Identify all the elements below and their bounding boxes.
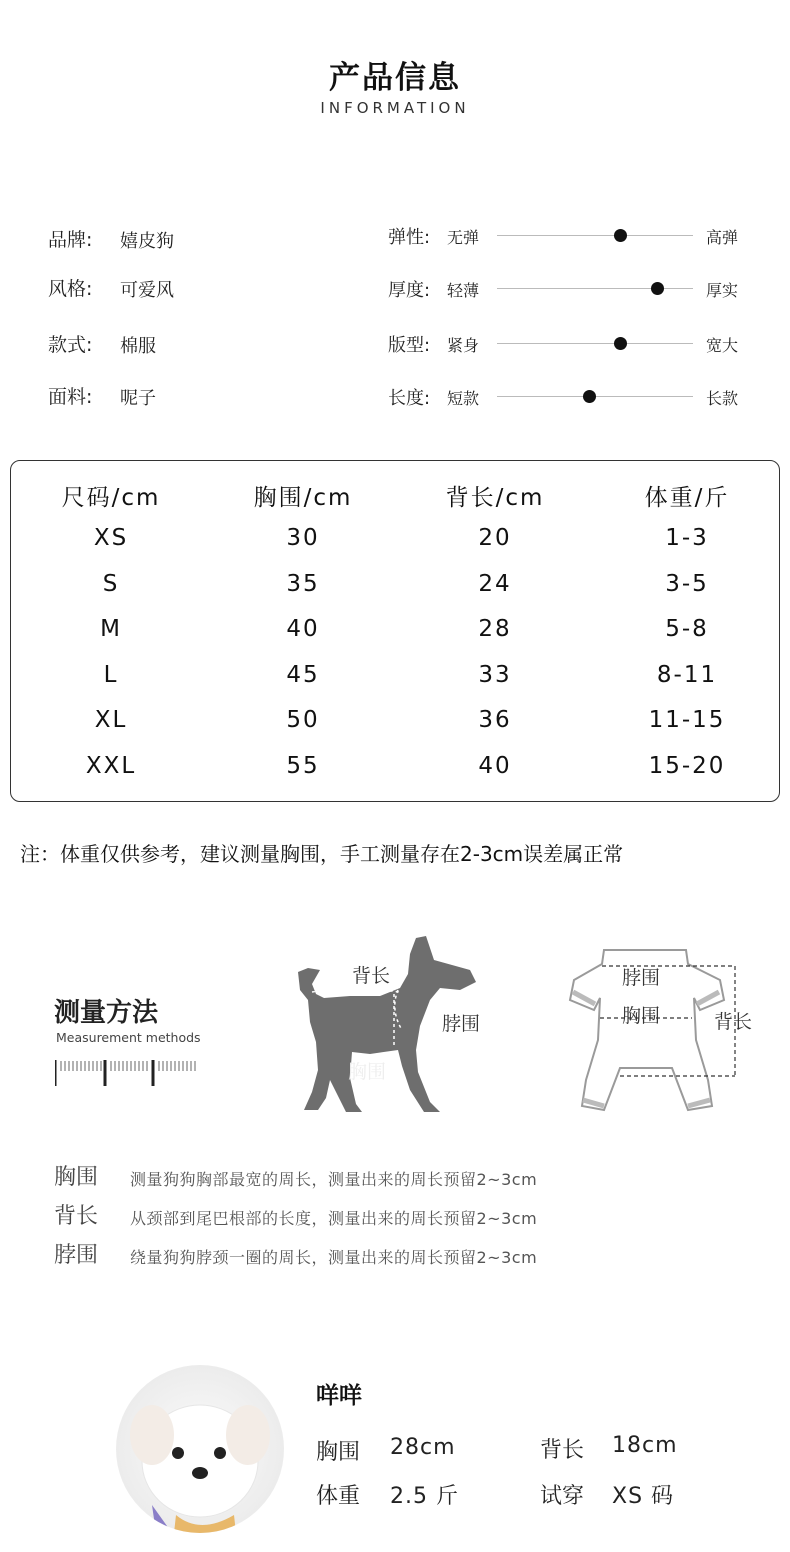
scale-high-thickness: 厚实 <box>706 281 739 300</box>
def-term-back: 背长 <box>54 1204 99 1229</box>
size-table-cell: XS <box>93 525 129 551</box>
model-trial-label: 试穿 <box>540 1484 585 1509</box>
attr-label-fabric: 面料: <box>48 386 93 408</box>
page-subtitle: INFORMATION <box>320 99 470 117</box>
ruler-icon <box>55 1055 200 1087</box>
size-table-cell: 55 <box>286 753 320 779</box>
size-table-cell: 3-5 <box>665 571 709 597</box>
size-table-cell: 15-20 <box>648 753 726 779</box>
scale-high-elasticity: 高弹 <box>706 228 739 247</box>
model-weight-label: 体重 <box>316 1484 361 1509</box>
size-table-cell: 5-8 <box>665 616 709 642</box>
attr-value-brand: 嬉皮狗 <box>120 231 174 252</box>
scale-low-elasticity: 无弹 <box>447 228 480 247</box>
scale-high-fit: 宽大 <box>706 336 739 355</box>
model-weight-value: 2.5 斤 <box>390 1484 459 1509</box>
attr-value-fabric: 呢子 <box>120 388 156 409</box>
size-table-header: 背长/cm <box>445 485 545 511</box>
size-table-cell: L <box>103 662 119 688</box>
size-table-cell: 11-15 <box>648 707 726 733</box>
size-table-cell: 24 <box>478 571 512 597</box>
scale-track-fit <box>497 343 693 344</box>
size-table-cell: 28 <box>478 616 512 642</box>
scale-low-fit: 紧身 <box>447 336 480 355</box>
model-back-value: 18cm <box>612 1433 678 1458</box>
size-table-cell: 35 <box>286 571 320 597</box>
scale-label-thickness: 厚度: <box>388 280 431 301</box>
dog-label-back: 背长 <box>352 965 391 987</box>
model-chest-value: 28cm <box>390 1435 456 1460</box>
scale-label-length: 长度: <box>388 388 431 409</box>
size-table-cell: 36 <box>478 707 512 733</box>
def-text-back: 从颈部到尾巴根部的长度，测量出来的周长预留2~3cm <box>130 1209 538 1228</box>
page-title: 产品信息 <box>329 60 461 96</box>
size-table-cell: 20 <box>478 525 512 551</box>
size-table-cell: 33 <box>478 662 512 688</box>
scale-indicator-length <box>583 390 596 403</box>
dog-measure-diagram <box>290 930 500 1120</box>
def-term-neck: 脖围 <box>54 1243 99 1268</box>
scale-indicator-thickness <box>651 282 664 295</box>
attr-value-type: 棉服 <box>120 336 156 357</box>
def-text-chest: 测量狗狗胸部最宽的周长，测量出来的周长预留2~3cm <box>130 1170 538 1189</box>
measurement-title: 测量方法 <box>54 998 159 1028</box>
garment-measure-diagram <box>560 940 770 1120</box>
size-table-cell: 50 <box>286 707 320 733</box>
scale-low-thickness: 轻薄 <box>447 281 480 300</box>
size-table-cell: M <box>100 616 122 642</box>
size-table-cell: 40 <box>286 616 320 642</box>
attr-label-style: 风格: <box>48 278 93 300</box>
measurement-subtitle: Measurement methods <box>56 1030 201 1045</box>
attr-label-brand: 品牌: <box>48 229 93 251</box>
model-back-label: 背长 <box>540 1438 585 1463</box>
attr-label-type: 款式: <box>48 334 93 356</box>
dog-label-chest: 胸围 <box>348 1061 387 1083</box>
size-table-cell: 1-3 <box>665 525 709 551</box>
size-table-cell: 30 <box>286 525 320 551</box>
dog-label-neck: 脖围 <box>442 1013 481 1035</box>
scale-indicator-fit <box>614 337 627 350</box>
def-text-neck: 绕量狗狗脖颈一圈的周长，测量出来的周长预留2~3cm <box>130 1248 538 1267</box>
size-table-cell: XXL <box>85 753 137 779</box>
scale-track-elasticity <box>497 235 693 236</box>
model-chest-label: 胸围 <box>316 1440 361 1465</box>
scale-low-length: 短款 <box>447 389 480 408</box>
size-table-cell: 40 <box>478 753 512 779</box>
size-table-header: 胸围/cm <box>253 485 353 511</box>
model-name: 咩咩 <box>316 1383 362 1409</box>
size-table <box>10 460 780 802</box>
attr-value-style: 可爱风 <box>120 280 174 301</box>
model-dog-avatar <box>116 1365 284 1533</box>
size-table-cell: 8-11 <box>656 662 718 688</box>
size-table-cell: XL <box>94 707 128 733</box>
model-trial-value: XS 码 <box>612 1484 675 1509</box>
size-note: 注：体重仅供参考，建议测量胸围，手工测量存在2-3cm误差属正常 <box>20 842 624 866</box>
size-table-cell: S <box>102 571 120 597</box>
size-table-cell: 45 <box>286 662 320 688</box>
scale-label-fit: 版型: <box>388 335 431 356</box>
def-term-chest: 胸围 <box>54 1165 99 1190</box>
scale-high-length: 长款 <box>706 389 739 408</box>
scale-label-elasticity: 弹性: <box>388 227 431 248</box>
garment-label-back: 背长 <box>714 1011 753 1033</box>
scale-indicator-elasticity <box>614 229 627 242</box>
size-table-header: 尺码/cm <box>61 485 161 511</box>
garment-label-chest: 胸围 <box>622 1005 661 1027</box>
garment-label-neck: 脖围 <box>622 967 661 989</box>
size-table-header: 体重/斤 <box>644 485 730 511</box>
